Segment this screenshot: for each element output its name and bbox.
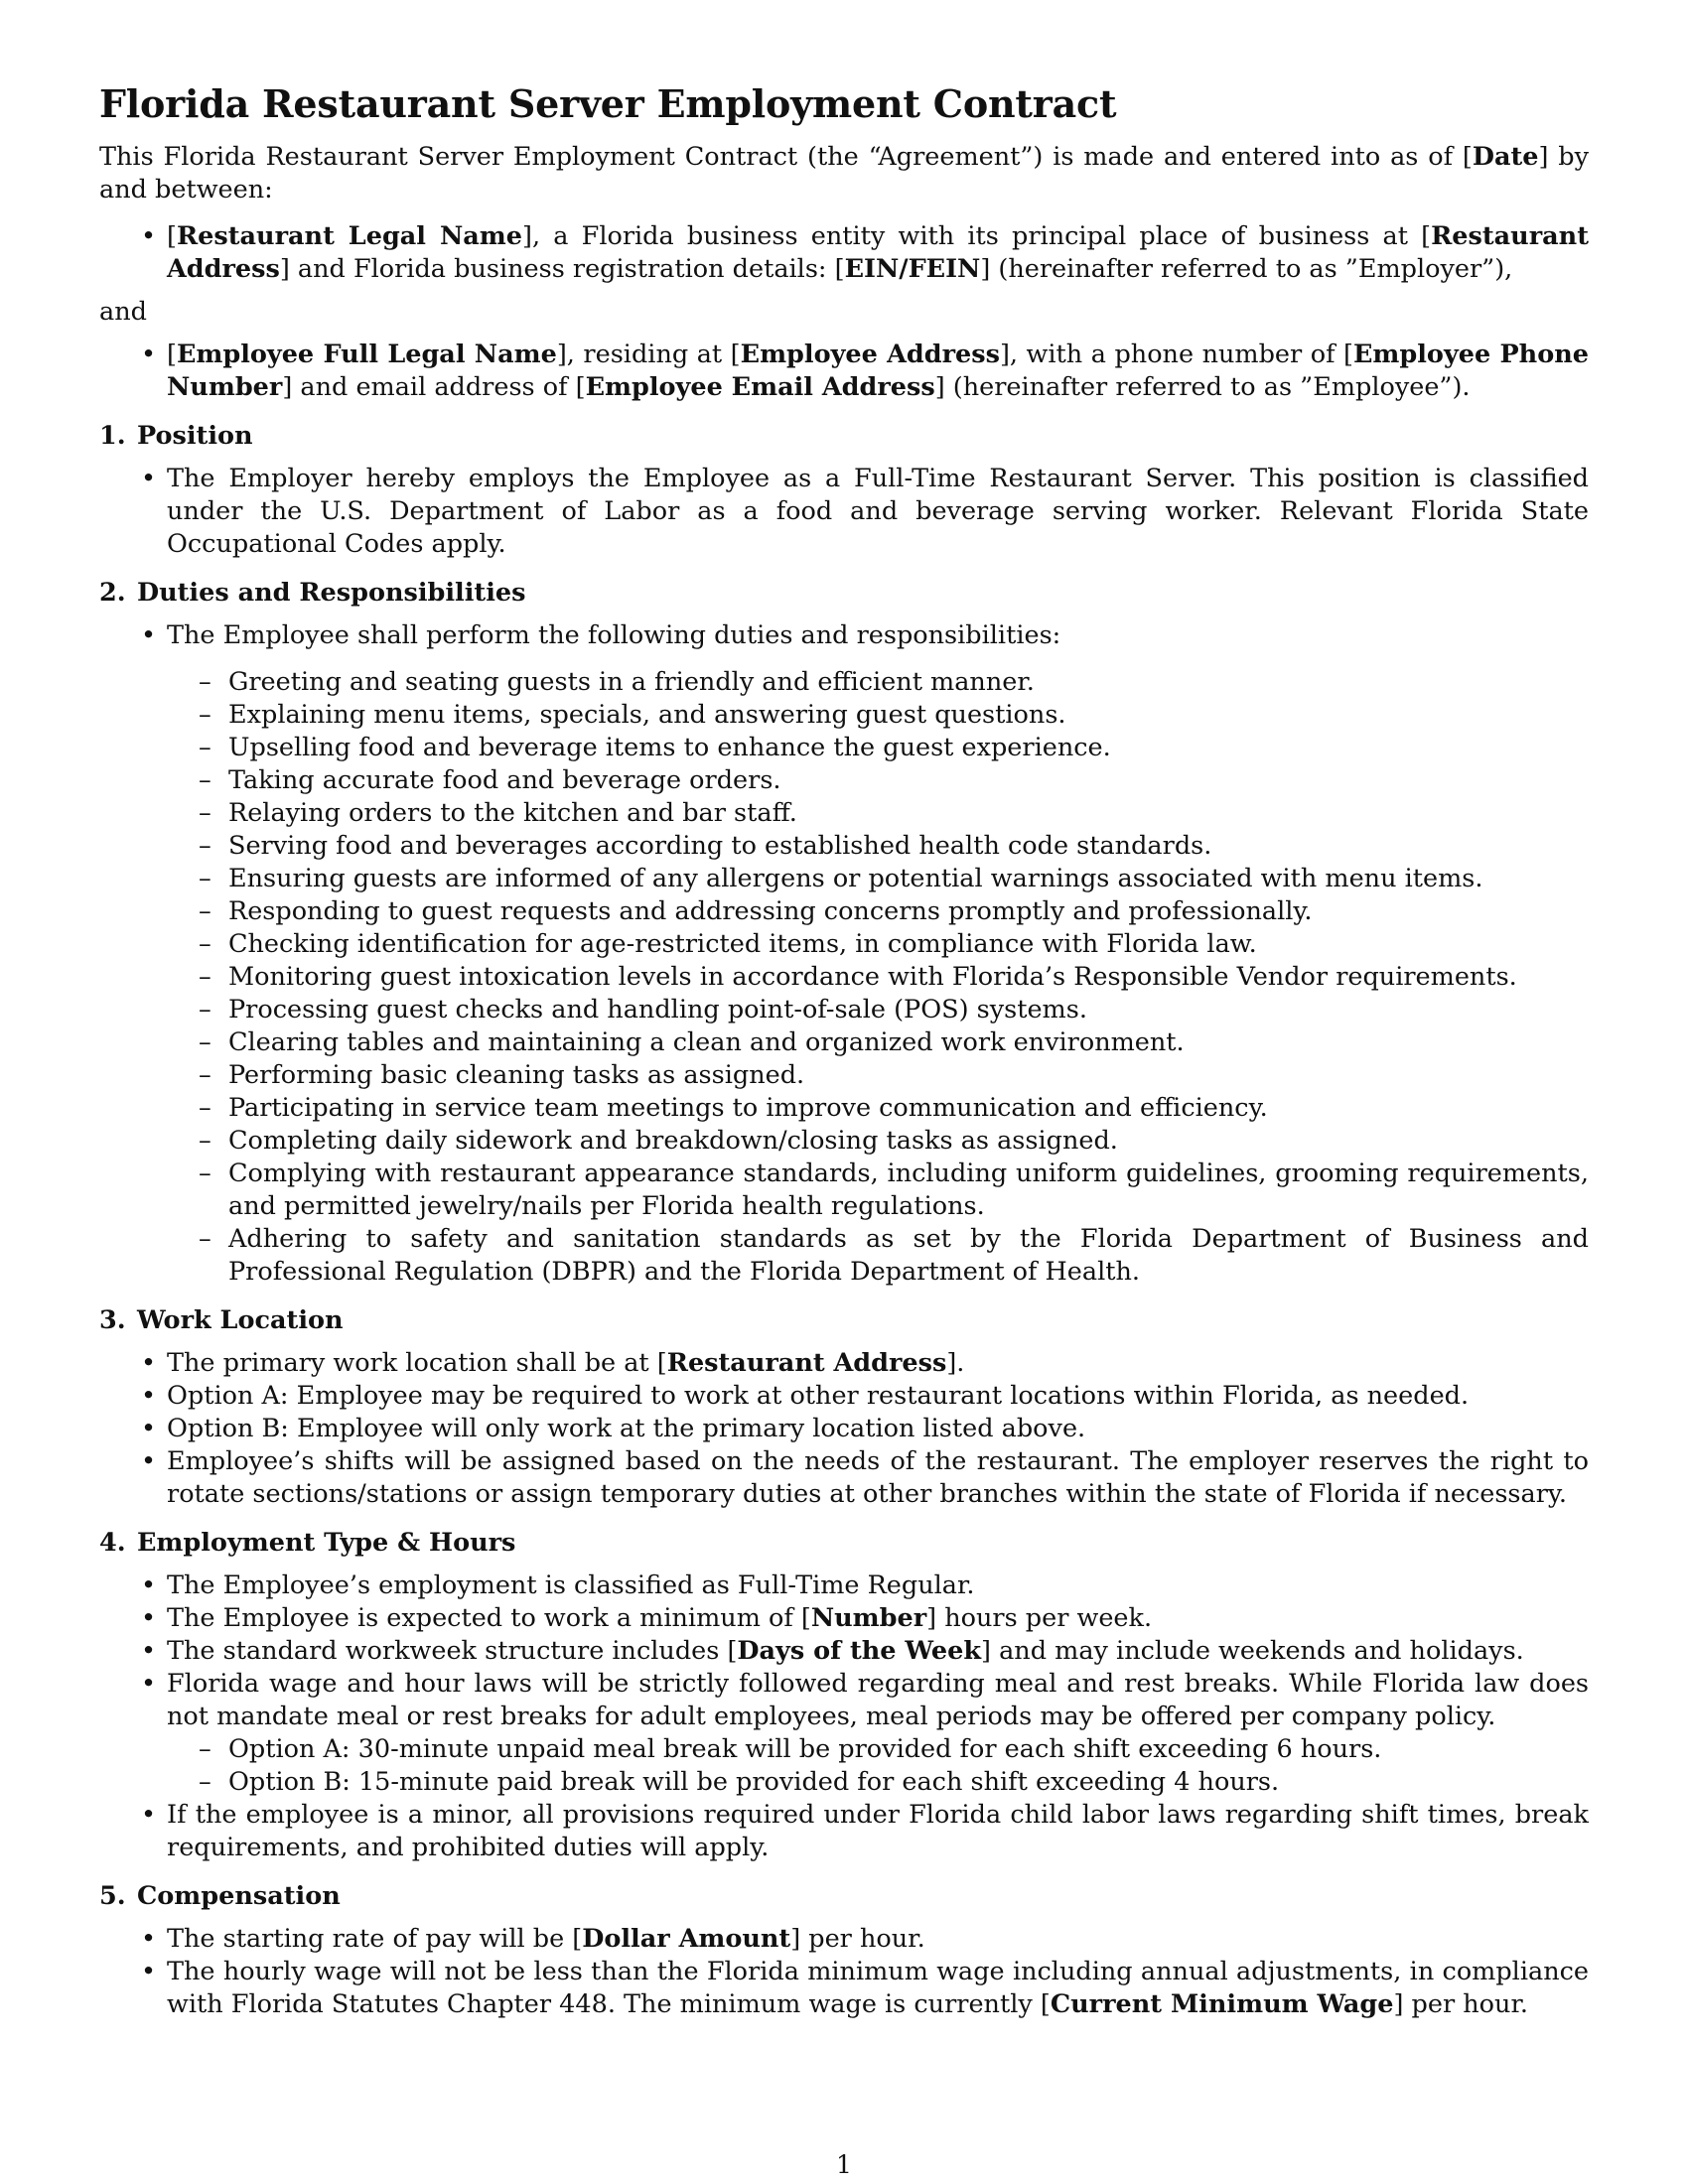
employee-email-placeholder: Employee Email Address (585, 372, 935, 402)
text: ], a Florida business entity with its principal place of business at [ (522, 221, 1432, 251)
employment-type-list (99, 1570, 1589, 1864)
days-of-week-placeholder: Days of the Week (737, 1636, 982, 1666)
intro-text: ] by and between: (99, 142, 1589, 205)
duty-item: – Processing guest checks and handling point-of-sale (POS) systems. (228, 994, 1589, 1026)
text: [ (167, 221, 177, 251)
section-heading-duties (99, 577, 1589, 610)
intro-paragraph (99, 141, 1589, 206)
text: ] per hour. (790, 1924, 925, 1954)
section-title: Work Location (137, 1305, 344, 1335)
employer-party (167, 220, 1589, 286)
list-item (167, 1668, 1589, 1799)
date-placeholder: Date (1472, 142, 1539, 172)
hours-number-placeholder: Number (810, 1603, 927, 1633)
duty-item: – Ensuring guests are informed of any allergens or potential warnings associated with menu items. (228, 863, 1589, 895)
section-title: Employment Type & Hours (137, 1528, 516, 1558)
text: The Employee is expected to work a minimum of [ (167, 1603, 811, 1633)
text: ] (hereinafter referred to as ”Employer”), (980, 254, 1513, 284)
work-location-list (99, 1347, 1589, 1511)
section-heading-work-location (99, 1304, 1589, 1337)
text: The primary work location shall be at [ (167, 1348, 667, 1378)
duty-item: – Participating in service team meetings to improve communication and efficiency. (228, 1092, 1589, 1125)
section-title: Position (137, 421, 253, 451)
breaks-text: Florida wage and hour laws will be strictly followed regarding meal and rest breaks. While Florida law does not mandate meal or rest breaks for adult employees, meal periods may be offered per company policy. (167, 1669, 1589, 1731)
employee-name-placeholder: Employee Full Legal Name (176, 340, 557, 369)
employee-party (167, 339, 1589, 404)
section-number: 1. (99, 421, 126, 451)
minimum-wage-placeholder: Current Minimum Wage (1050, 1989, 1394, 2019)
section-title: Compensation (137, 1881, 341, 1911)
list-item (167, 1956, 1589, 2021)
duty-item: – Checking identification for age-restricted items, in compliance with Florida law. (228, 928, 1589, 961)
duty-item: – Responding to guest requests and addressing concerns promptly and professionally. (228, 895, 1589, 928)
duty-item: – Clearing tables and maintaining a clean and organized work environment. (228, 1026, 1589, 1059)
section-number: 5. (99, 1881, 126, 1911)
duty-item: – Monitoring guest intoxication levels in accordance with Florida’s Responsible Vendor requirements. (228, 961, 1589, 994)
text: The standard workweek structure includes [ (167, 1636, 738, 1666)
breaks-sublist (167, 1733, 1589, 1799)
text: ] per hour. (1393, 1989, 1528, 2019)
break-option-item: – Option A: 30-minute unpaid meal break will be provided for each shift exceeding 6 hours. (228, 1733, 1589, 1766)
section-heading-compensation (99, 1880, 1589, 1913)
duty-item: – Complying with restaurant appearance standards, including uniform guidelines, grooming requirements, and permitted jewelry/nails per Florida health regulations. (228, 1158, 1589, 1223)
duty-item: – Taking accurate food and beverage orders. (228, 764, 1589, 797)
list-item (167, 1923, 1589, 1956)
restaurant-legal-name-placeholder: Restaurant Legal Name (176, 221, 522, 251)
section-number: 3. (99, 1305, 126, 1335)
break-option-item: – Option B: 15-minute paid break will be provided for each shift exceeding 4 hours. (228, 1766, 1589, 1799)
ein-placeholder: EIN/FEIN (844, 254, 981, 284)
employee-party-list (99, 339, 1589, 404)
duty-item: – Serving food and beverages according to established health code standards. (228, 830, 1589, 863)
dollar-amount-placeholder: Dollar Amount (582, 1924, 791, 1954)
duty-item: – Greeting and seating guests in a friendly and efficient manner. (228, 666, 1589, 699)
text: The starting rate of pay will be [ (167, 1924, 583, 1954)
employer-party-list (99, 220, 1589, 286)
text: ] and Florida business registration details: [ (279, 254, 845, 284)
list-item: • The Employer hereby employs the Employee as a Full-Time Restaurant Server. This position is classified under the U.S. Department of Labor as a food and beverage serving worker. Relevant Florida State Occupational Codes apply. (167, 463, 1589, 561)
section-number: 4. (99, 1528, 126, 1558)
duty-item: – Relaying orders to the kitchen and bar staff. (228, 797, 1589, 830)
text: ] (hereinafter referred to as ”Employee”). (934, 372, 1471, 402)
list-item (167, 1635, 1589, 1668)
and-text: and (99, 297, 147, 327)
duties-intro: The Employee shall perform the following duties and responsibilities: (167, 620, 1061, 650)
list-item: • Employee’s shifts will be assigned based on the needs of the restaurant. The employer reserves the right to rotate sections/stations or assign temporary duties at other branches within the state of Florida if necessary. (167, 1445, 1589, 1511)
section-heading-employment-type (99, 1527, 1589, 1560)
text: ] and email address of [ (282, 372, 586, 402)
document-title: Florida Restaurant Server Employment Contract (99, 81, 1117, 126)
compensation-list (99, 1923, 1589, 2021)
duty-item: – Explaining menu items, specials, and answering guest questions. (228, 699, 1589, 732)
employee-address-placeholder: Employee Address (740, 340, 1000, 369)
employee-phone-placeholder: Employee Phone Number (167, 340, 1589, 402)
list-item: • The Employee’s employment is classified as Full-Time Regular. (167, 1570, 1589, 1602)
text: ], residing at [ (556, 340, 741, 369)
section-heading-position (99, 420, 1589, 453)
list-item (167, 619, 1589, 1289)
text: ], with a phone number of [ (999, 340, 1353, 369)
text: ] hours per week. (926, 1603, 1153, 1633)
text: ] and may include weekends and holidays. (981, 1636, 1524, 1666)
contract-page (99, 81, 1589, 2021)
duties-list (99, 619, 1589, 1289)
restaurant-address-placeholder: Restaurant Address (666, 1348, 947, 1378)
list-item: • Option A: Employee may be required to work at other restaurant locations within Florida, as needed. (167, 1380, 1589, 1413)
text: [ (167, 340, 177, 369)
section-title: Duties and Responsibilities (137, 578, 526, 608)
duty-item: – Completing daily sidework and breakdown/closing tasks as assigned. (228, 1125, 1589, 1158)
duty-item: – Performing basic cleaning tasks as assigned. (228, 1059, 1589, 1092)
section-number: 2. (99, 578, 126, 608)
list-item (167, 1347, 1589, 1380)
duty-item: – Adhering to safety and sanitation standards as set by the Florida Department of Business and Professional Regulation (DBPR) and the Florida Department of Health. (228, 1223, 1589, 1289)
text: ]. (946, 1348, 965, 1378)
intro-text: This Florida Restaurant Server Employment Contract (the “Agreement”) is made and entered into as of [ (99, 142, 1473, 172)
position-list (99, 463, 1589, 561)
list-item (167, 1602, 1589, 1635)
duty-item: – Upselling food and beverage items to enhance the guest experience. (228, 732, 1589, 764)
text: The hourly wage will not be less than the Florida minimum wage including annual adjustments, in compliance with Florida Statutes Chapter 448. The minimum wage is currently [ (167, 1957, 1589, 2019)
duties-sublist (167, 666, 1589, 1289)
list-item: • If the employee is a minor, all provisions required under Florida child labor laws regarding shift times, break requirements, and prohibited duties will apply. (167, 1799, 1589, 1864)
restaurant-address-placeholder: Restaurant Address (167, 221, 1589, 284)
list-item: • Option B: Employee will only work at the primary location listed above. (167, 1413, 1589, 1445)
page-number: 1 (836, 2150, 852, 2179)
